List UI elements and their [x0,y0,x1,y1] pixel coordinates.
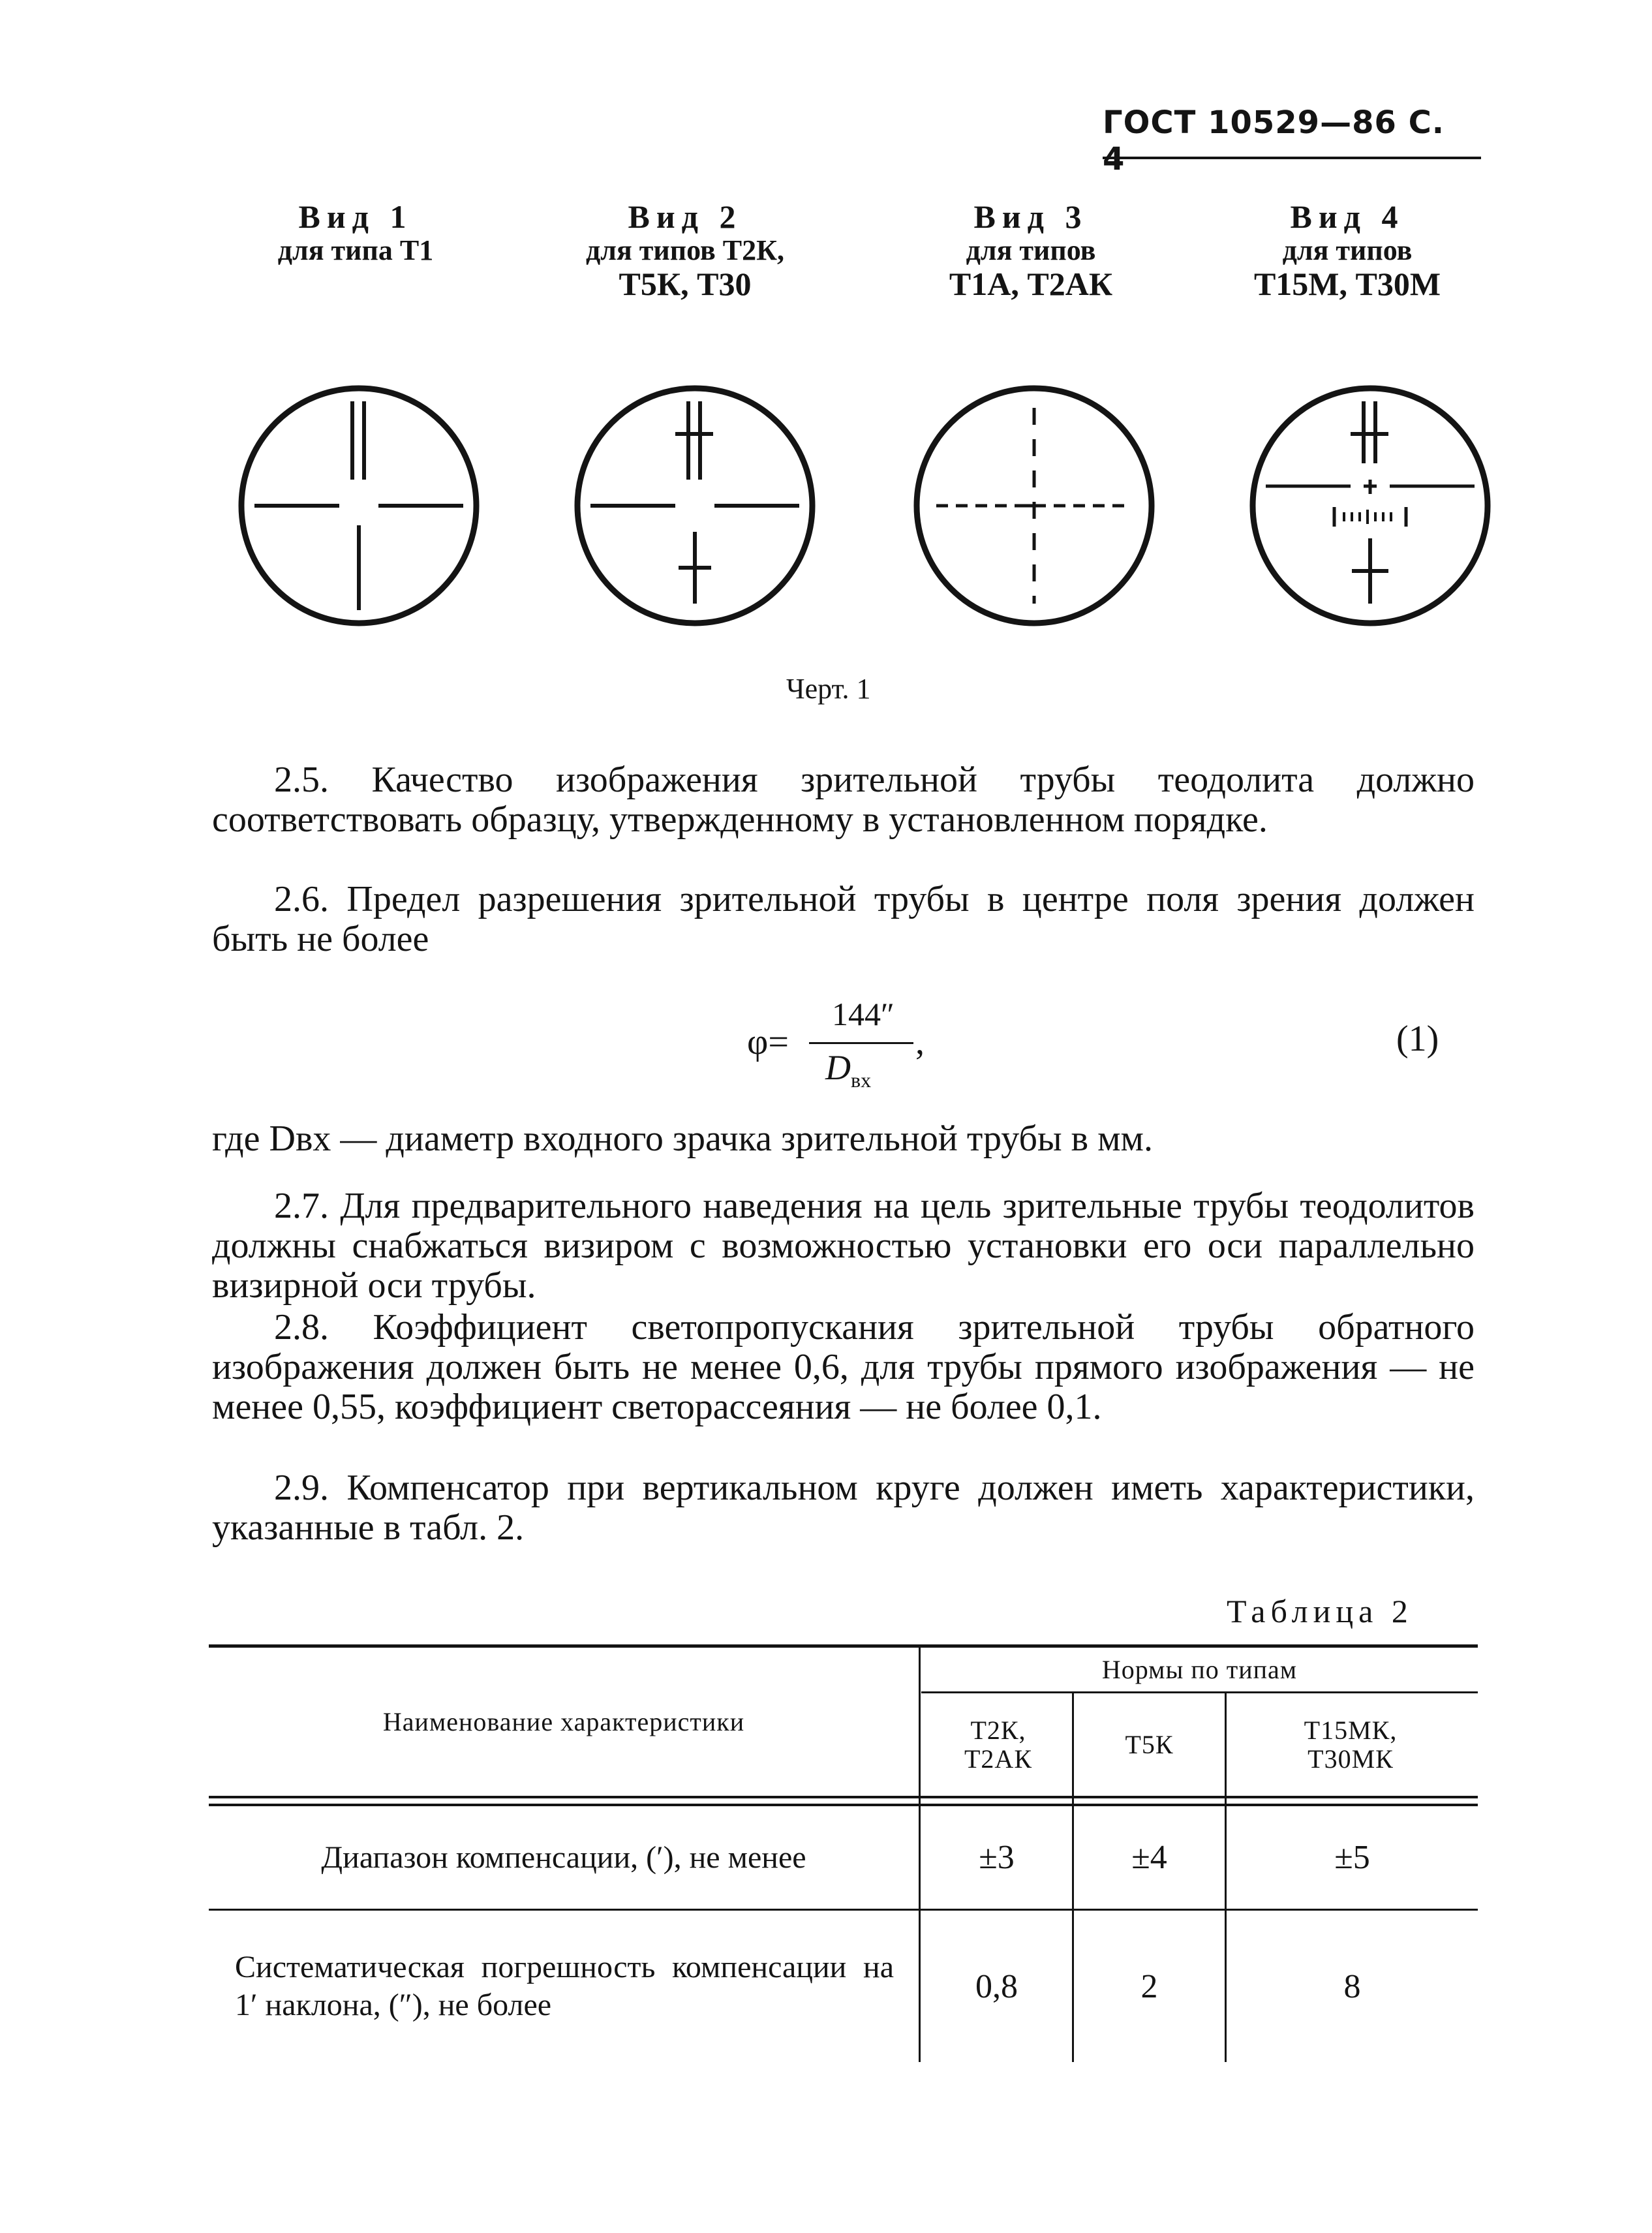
resolution-formula [747,995,925,1092]
view-2-types: Т5К, Т30 [619,266,752,303]
paragraph-2-8: 2.8. Коэффициент светопропускания зрительной трубы обратного изображения должен быть не менее 0,6, для трубы прямого изображения — не менее 0,55, коэффициент светорассеяния — не более 0,1. [212,1307,1475,1427]
header-type-t2k: Т2К, Т2АК [964,1715,1032,1774]
view-1-label [199,199,512,266]
header-type-t5k: Т5К [1125,1729,1174,1759]
header-norms-by-type: Нормы по типам [1101,1654,1298,1684]
formula-numerator: 144″ [832,996,895,1032]
view-1-subtitle: для типа Т1 [277,234,434,266]
row-1-value-t15mk: ±5 [1334,1839,1370,1876]
figure-caption: Черт. 1 [786,673,871,705]
paragraph-2-9: 2.9. Компенсатор при вертикальном круге должен иметь характеристики, указанные в табл. 2. [212,1468,1475,1548]
view-2-label [528,199,842,302]
formula-comma: , [915,1022,925,1062]
header-rule-1 [209,1796,1478,1798]
view-3-subtitle: для типов [966,234,1096,266]
view-2-title: Вид 2 [628,198,742,235]
fraction-bar [809,1042,913,1044]
reticle-view-1 [235,382,483,630]
row-1-value-t2k: ±3 [979,1839,1015,1876]
header-type-t15mk: Т15МК, Т30МК [1304,1715,1398,1774]
reticle-view-2 [571,382,819,630]
paragraph-2-7: 2.7. Для предварительного наведения на цель зрительные трубы теодолитов должны снабжаться визиром с возможностью установки его оси параллельно визирной оси трубы. [212,1186,1475,1306]
view-1-title: Вид 1 [298,198,413,235]
view-4-title: Вид 4 [1290,198,1405,235]
paragraph-where: где Dвх — диаметр входного зрачка зрительной трубы в мм. [212,1118,1153,1159]
standard-number: ГОСТ 10529—86 С. 4 [1103,104,1445,177]
formula-denominator: $D_{вх}$ [825,1048,872,1092]
col-divider-1 [919,1648,921,2062]
equation-number: (1) [1396,1019,1439,1059]
view-3-types: Т1А, Т2АК [949,266,1113,303]
paragraph-2-6: 2.6. Предел разрешения зрительной трубы в центре поля зрения должен быть не более [212,879,1475,959]
table-title: Таблица 2 [1227,1593,1413,1629]
characteristics-table [209,1644,1478,2062]
row-2-name: Систематическая погрешность компенсации на 1′ наклона, (″), не более [235,1950,894,2022]
row-1-name: Диапазон компенсации, (′), не менее [321,1840,806,1875]
row-2-value-t2k: 0,8 [975,1967,1018,2005]
view-4-subtitle: для типов [1282,234,1413,266]
row-1-value-t5k: ±4 [1131,1839,1167,1876]
paragraph-2-5: 2.5. Качество изображения зрительной трубы теодолита должно соответствовать образцу, утвержденному в установленном порядке. [212,760,1475,840]
view-4-label [1191,199,1504,302]
row-2-value-t15mk: 8 [1343,1967,1361,2005]
header-characteristic-name: Наименование характеристики [382,1706,745,1736]
reticle-view-3 [910,382,1158,630]
view-3-label [874,199,1187,302]
formula-lhs: φ= [747,1022,789,1062]
row-2-value-t5k: 2 [1140,1967,1158,2005]
view-4-types: Т15М, Т30М [1253,266,1441,303]
reticle-view-4 [1246,382,1494,630]
page-header [1103,98,1481,177]
view-2-subtitle: для типов Т2К, [586,234,784,266]
view-3-title: Вид 3 [973,198,1088,235]
